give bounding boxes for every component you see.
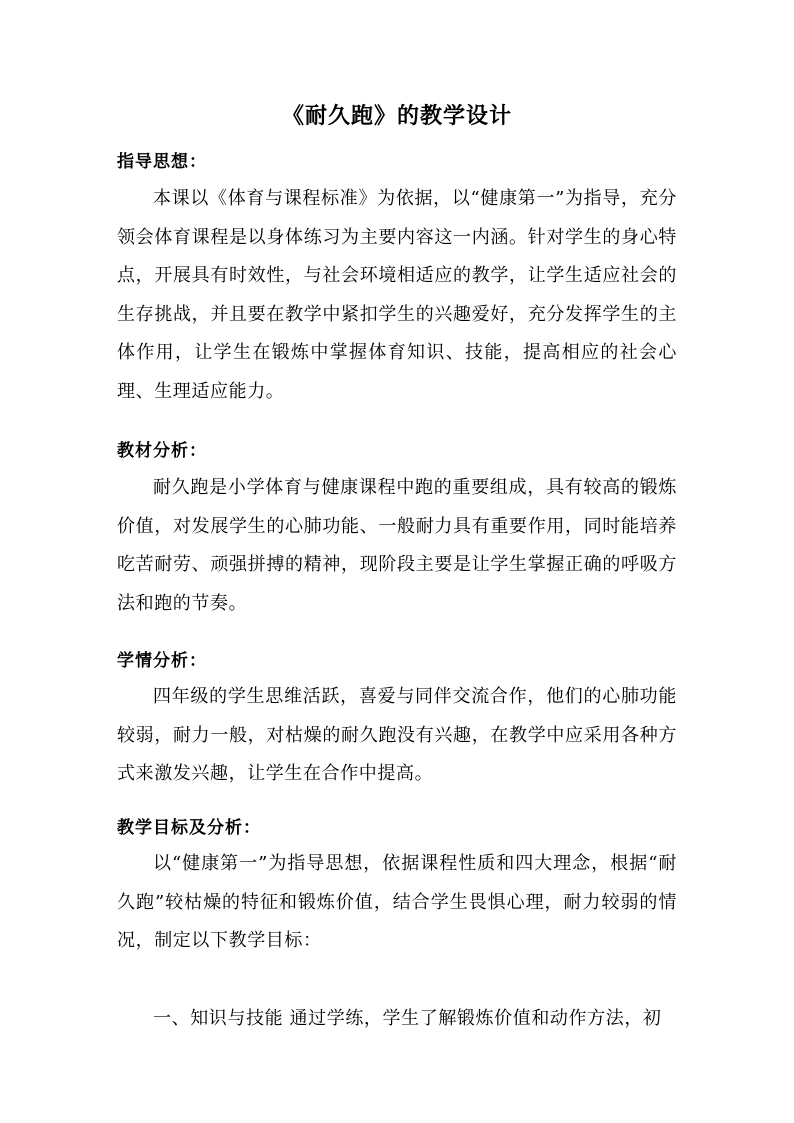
- section-paragraph-teaching-goals: 以“健康第一”为指导思想，依据课程性质和四大理念，根据“耐久跑”较枯燥的特征和锻炼价值，结合学生畏惧心理，耐力较弱的情况，制定以下教学目标：: [117, 853, 677, 951]
- section-heading-material-analysis: 教材分析：: [117, 441, 207, 461]
- section-paragraph-material-analysis: 耐久跑是小学体育与健康课程中跑的重要组成，具有较高的锻炼价值，对发展学生的心肺功能、一般耐力具有重要作用，同时能培养吃苦耐劳、顽强拼搏的精神，现阶段主要是让学生掌握正确的呼吸方法和跑的节奏。: [117, 477, 677, 614]
- document-title: 《耐久跑》的教学设计: [281, 103, 512, 129]
- section-paragraph-student-analysis: 四年级的学生思维活跃，喜爱与同伴交流合作，他们的心肺功能较弱，耐力一般，对枯燥的耐久跑没有兴趣，在教学中应采用各种方式来激发兴趣，让学生在合作中提高。: [117, 686, 677, 784]
- section-heading-teaching-goals: 教学目标及分析：: [117, 818, 261, 838]
- section-paragraph-knowledge-skills: 一、知识与技能 通过学练，学生了解锻炼价值和动作方法，初: [153, 1008, 662, 1029]
- section-heading-guiding-idea: 指导思想：: [117, 152, 207, 172]
- section-heading-student-analysis: 学情分析：: [117, 651, 207, 671]
- section-paragraph-guiding-idea: 本课以《体育与课程标准》为依据，以“健康第一”为指导，充分领会体育课程是以身体练习为主要内容这一内涵。针对学生的身心特点，开展具有时效性，与社会环境相适应的教学，让学生适应社会的生存挑战，并且要在教学中紧扣学生的兴趣爱好，充分发挥学生的主体作用，让学生在锻炼中掌握体育知识、技能，提高相应的社会心理、生理适应能力。: [117, 188, 677, 402]
